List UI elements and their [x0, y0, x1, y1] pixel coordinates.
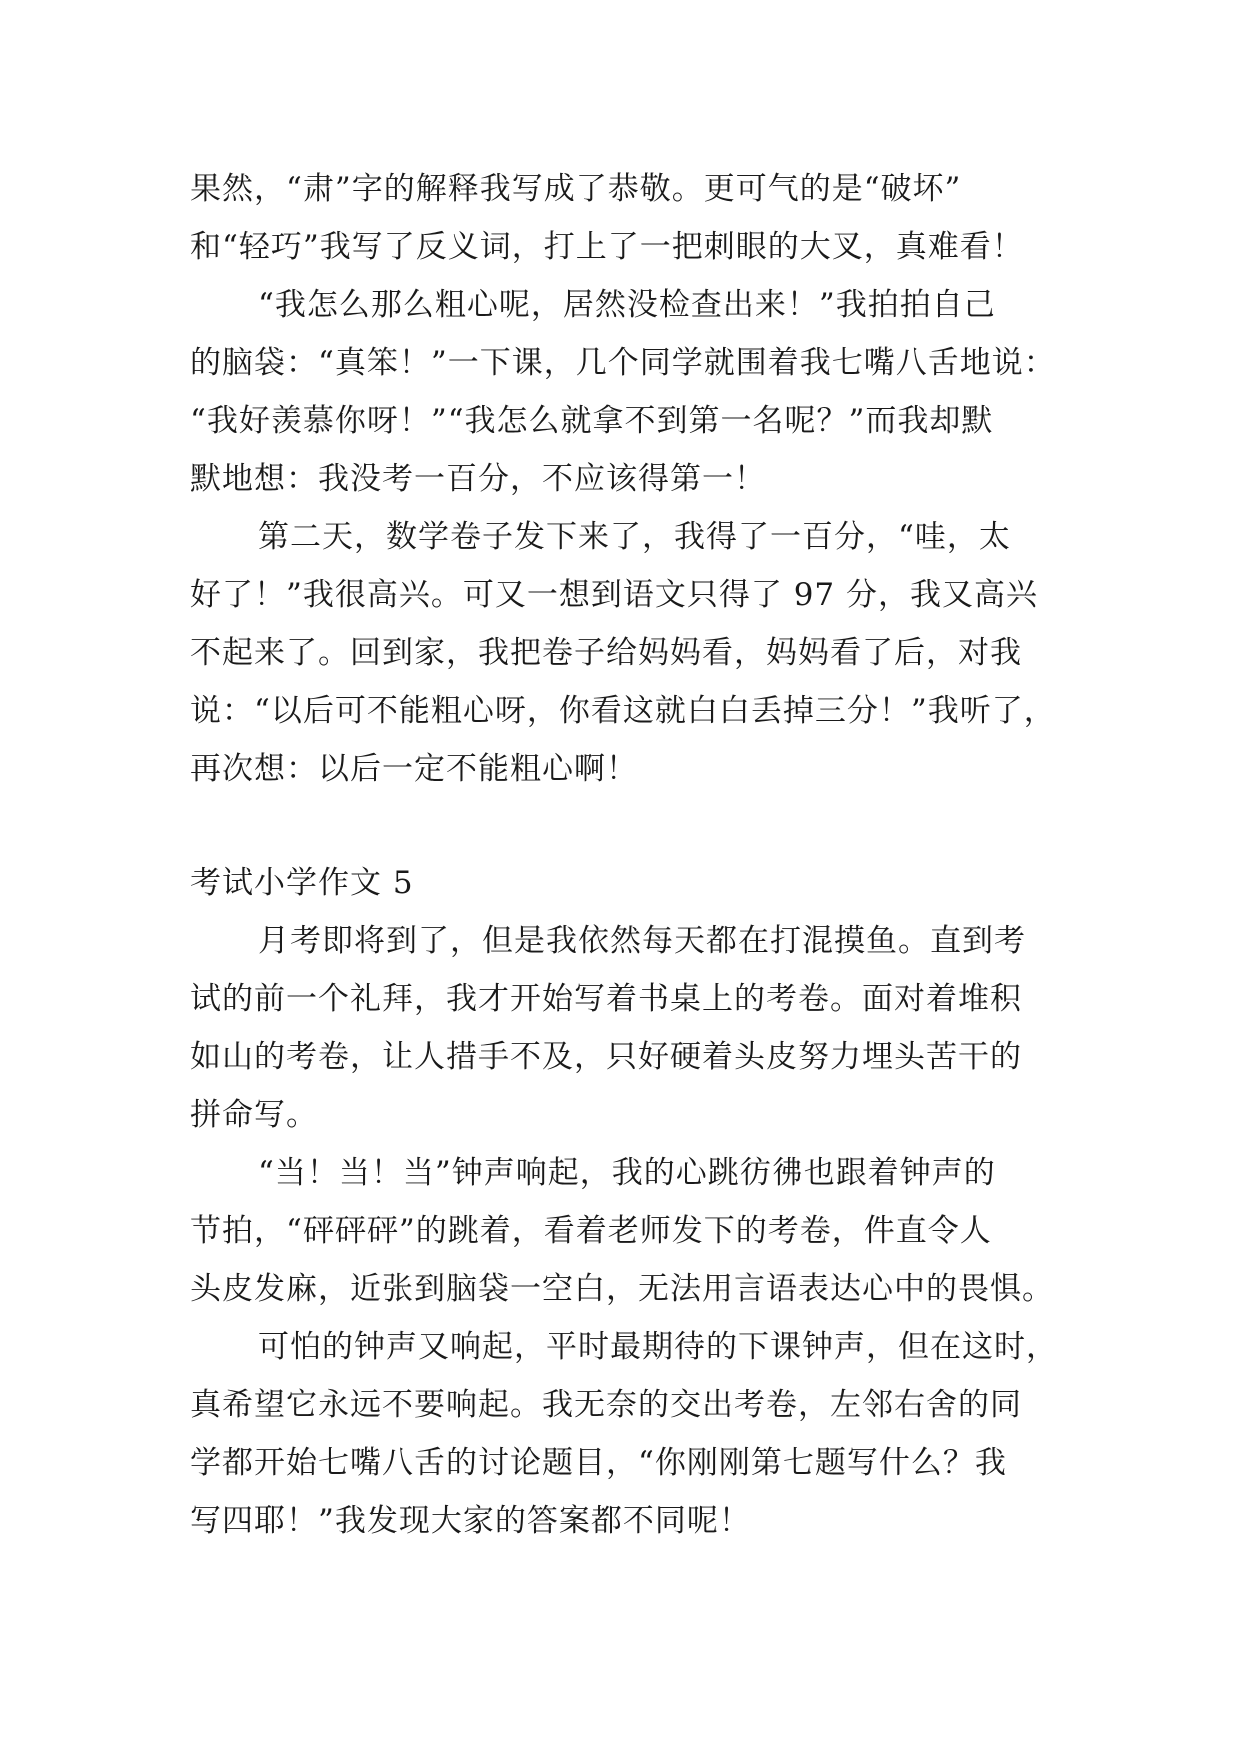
essay-section-5	[190, 854, 1058, 1550]
paragraph-line: 月考即将到了，但是我依然每天都在打混摸鱼。直到考	[258, 923, 1026, 959]
essay-section-4-continued	[190, 160, 1056, 798]
paragraph-line: 好了！”我很高兴。可又一想到语文只得了 97 分，我又高兴	[190, 577, 1038, 613]
paragraph-line: 默地想：我没考一百分，不应该得第一！	[190, 461, 766, 497]
paragraph-line: 拼命写。	[190, 1097, 318, 1133]
paragraph-line: “我怎么那么粗心呢，居然没检查出来！”我拍拍自己	[258, 287, 996, 323]
paragraph-line: 不起来了。回到家，我把卷子给妈妈看，妈妈看了后，对我	[190, 635, 1022, 671]
paragraph-line: 的脑袋：“真笨！”一下课，几个同学就围着我七嘴八舌地说：	[190, 345, 1056, 381]
section-title: 考试小学作文 5	[190, 865, 414, 901]
paragraph-line: 可怕的钟声又响起，平时最期待的下课钟声，但在这时，	[258, 1329, 1058, 1365]
paragraph-line: 写四耶！”我发现大家的答案都不同呢！	[190, 1503, 751, 1539]
paragraph-line: 果然，“肃”字的解释我写成了恭敬。更可气的是“破坏”	[190, 171, 962, 207]
paragraph-line: 再次想：以后一定不能粗心啊！	[190, 751, 638, 787]
paragraph-line: 第二天，数学卷子发下来了，我得了一百分，“哇，太	[258, 519, 1011, 555]
paragraph-line: 头皮发麻，近张到脑袋一空白，无法用言语表达心中的畏惧。	[190, 1271, 1054, 1307]
paragraph-line: “当！当！当”钟声响起，我的心跳彷彿也跟着钟声的	[258, 1155, 996, 1191]
paragraph-line: 节拍，“砰砰砰”的跳着，看着老师发下的考卷，件直令人	[190, 1213, 992, 1249]
paragraph-line: 如山的考卷，让人措手不及，只好硬着头皮努力埋头苦干的	[190, 1039, 1022, 1075]
paragraph-line: 说：“以后可不能粗心呀，你看这就白白丢掉三分！”我听了，	[190, 693, 1056, 729]
paragraph-line: 试的前一个礼拜，我才开始写着书桌上的考卷。面对着堆积	[190, 981, 1022, 1017]
paragraph-line: 和“轻巧”我写了反义词，打上了一把刺眼的大叉，真难看！	[190, 229, 1024, 265]
paragraph-line: 真希望它永远不要响起。我无奈的交出考卷，左邻右舍的同	[190, 1387, 1022, 1423]
paragraph-line: 学都开始七嘴八舌的讨论题目，“你刚刚第七题写什么？我	[190, 1445, 1007, 1481]
paragraph-line: “我好羡慕你呀！”“我怎么就拿不到第一名呢？”而我却默	[190, 403, 994, 439]
